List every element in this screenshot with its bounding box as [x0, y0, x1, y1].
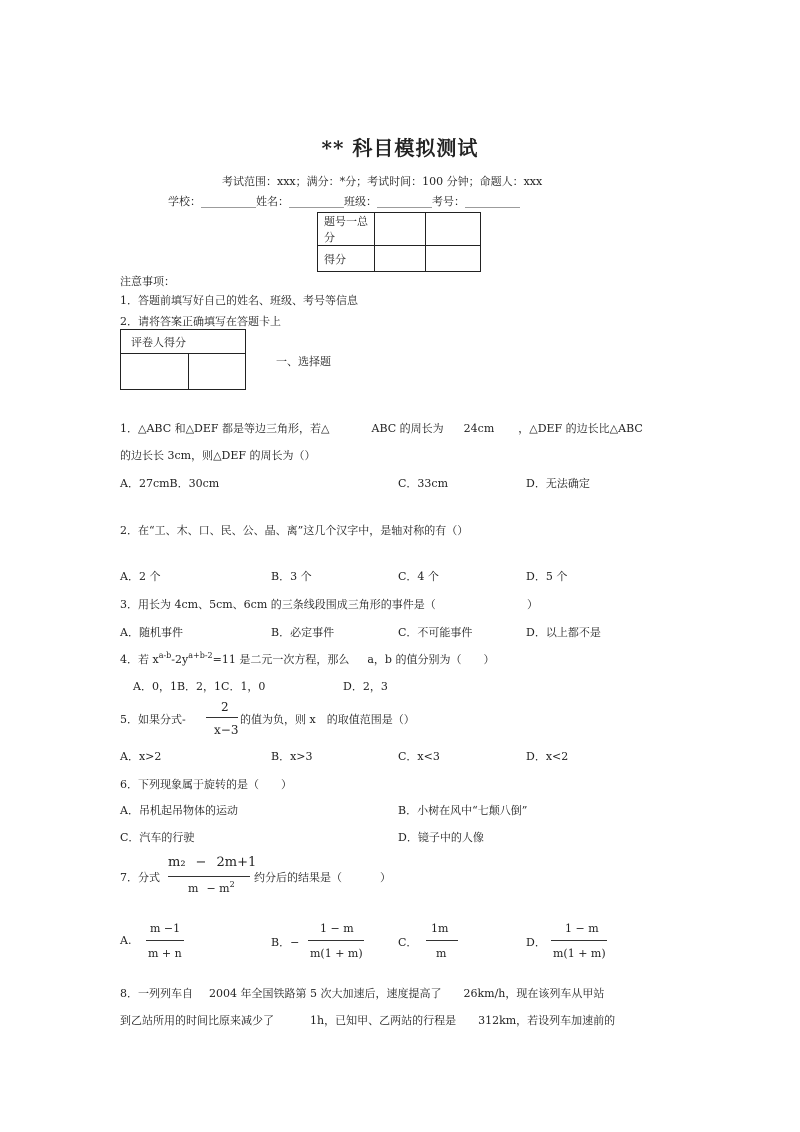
exam-info-line: 考试范围：xxx；满分：*分；考试时间：100 分钟；命题人：xxx	[222, 175, 543, 188]
q5-option-a: A．x>2	[120, 750, 162, 763]
question-3-close: ）	[527, 598, 538, 611]
question-4-text: 4．若 $x^{a-b}-2y^{a+b-2}=11$ 是二元一次方程，那么 a，b 的值分别为（ ）	[120, 651, 495, 666]
question-7-prefix: 7．分式	[120, 871, 160, 884]
fraction-bar	[146, 940, 184, 941]
q5-option-d: D．x<2	[526, 750, 569, 763]
grader-table-cell	[121, 354, 189, 390]
question-3-text: 3．用长为 4cm、5cm、6cm 的三条线段围成三角形的事件是（	[120, 598, 436, 611]
q4-option-d: D．2，3	[343, 680, 388, 693]
q6-option-c: C．汽车的行驶	[120, 831, 195, 844]
q1-option-d: D．无法确定	[526, 477, 590, 490]
q5-option-c: C．x<3	[398, 750, 440, 763]
q3-option-d: D．以上都不是	[526, 626, 601, 639]
q7-option-a-num: m −1	[150, 922, 181, 935]
q7-option-b-label: B．−	[271, 936, 300, 949]
q5-denominator: x−3	[214, 723, 239, 737]
score-table-cell	[426, 246, 481, 272]
note-item: 1．答题前填写好自己的姓名、班级、考号等信息	[120, 294, 358, 307]
q3-option-c: C．不可能事件	[398, 626, 473, 639]
q1-option-c: C．33cm	[398, 477, 449, 490]
question-7-suffix: 约分后的结果是（	[254, 871, 342, 884]
grader-table-cell	[189, 354, 246, 390]
q1-option-ab: A．27cmB．30cm	[120, 477, 220, 490]
question-6-text: 6．下列现象属于旋转的是（ ）	[120, 778, 292, 791]
question-8-line-2: 到乙站所用的时间比原来减少了 1h，已知甲、乙两站的行程是 312km，若设列车加速前的	[120, 1014, 616, 1027]
note-item: 2．请将答案正确填写在答题卡上	[120, 315, 281, 328]
q7-option-a-label: A.	[120, 934, 132, 947]
q2-option-a: A．2 个	[120, 570, 161, 583]
fraction-bar	[206, 717, 238, 718]
score-table-cell	[426, 213, 481, 246]
question-1-line-2: 的边长长 3cm，则△DEF 的周长为（）	[120, 449, 316, 462]
q6-option-d: D．镜子中的人像	[398, 831, 484, 844]
q5-option-b: B．x>3	[271, 750, 313, 763]
question-5-suffix: 的值为负，则 x 的取值范围是（）	[240, 713, 415, 726]
fraction-bar	[426, 940, 458, 941]
q3-option-a: A．随机事件	[120, 626, 183, 639]
score-table	[317, 212, 481, 272]
question-7-close: ）	[380, 871, 391, 884]
q3-option-b: B．必定事件	[271, 626, 335, 639]
q7-option-d-num: 1 − m	[565, 922, 599, 935]
fraction-bar	[551, 940, 607, 941]
score-table-header-label: 题号一总分	[318, 213, 375, 246]
grader-table	[120, 329, 246, 390]
q2-option-d: D．5 个	[526, 570, 568, 583]
fraction-bar	[168, 876, 250, 877]
q2-option-c: C．4 个	[398, 570, 439, 583]
fraction-bar	[308, 940, 364, 941]
q7-option-c-num: 1m	[431, 922, 449, 935]
q7-option-c-label: C．	[398, 936, 418, 949]
grader-table-label: 评卷人得分	[121, 330, 246, 354]
student-info-line: 学校：__________姓名：__________班级：__________考号：__________	[168, 195, 520, 208]
q7-option-a-den: m + n	[148, 947, 182, 960]
q5-numerator: 2	[221, 700, 229, 714]
question-5-prefix: 5．如果分式-	[120, 713, 186, 726]
q7-option-d-den: m(1 + m)	[553, 947, 606, 960]
notes-heading: 注意事项：	[120, 275, 175, 288]
question-1-line-1: 1．△ABC 和△DEF 都是等边三角形，若△ ABC 的周长为 24cm ，△DEF 的边长比△ABC	[120, 422, 643, 435]
score-table-cell	[375, 213, 426, 246]
q4-options-abc: A．0，1B．2，1C．1，0	[133, 680, 266, 693]
page-title: ** 科目模拟测试	[321, 136, 479, 160]
q7-denominator: $m - m^2$	[188, 880, 235, 895]
q7-option-c-den: m	[436, 947, 447, 960]
q7-option-d-label: D．	[526, 936, 546, 949]
q2-option-b: B．3 个	[271, 570, 312, 583]
q7-option-b-den: m(1 + m)	[310, 947, 363, 960]
q6-option-a: A．吊机起吊物体的运动	[120, 804, 238, 817]
section-heading: 一、选择题	[276, 355, 331, 368]
q7-numerator: m₂ − 2m+1	[168, 855, 257, 870]
q7-option-b-num: 1 − m	[320, 922, 354, 935]
score-table-cell	[375, 246, 426, 272]
score-table-row-label: 得分	[318, 246, 375, 272]
question-2-text: 2．在“工、木、口、民、公、晶、离”这几个汉字中，是轴对称的有（）	[120, 524, 469, 537]
q6-option-b: B．小树在风中“七颠八倒”	[398, 804, 528, 817]
question-8-line-1: 8．一列列车自 2004 年全国铁路第 5 次大加速后，速度提高了 26km/h，现在该列车从甲站	[120, 987, 605, 1000]
